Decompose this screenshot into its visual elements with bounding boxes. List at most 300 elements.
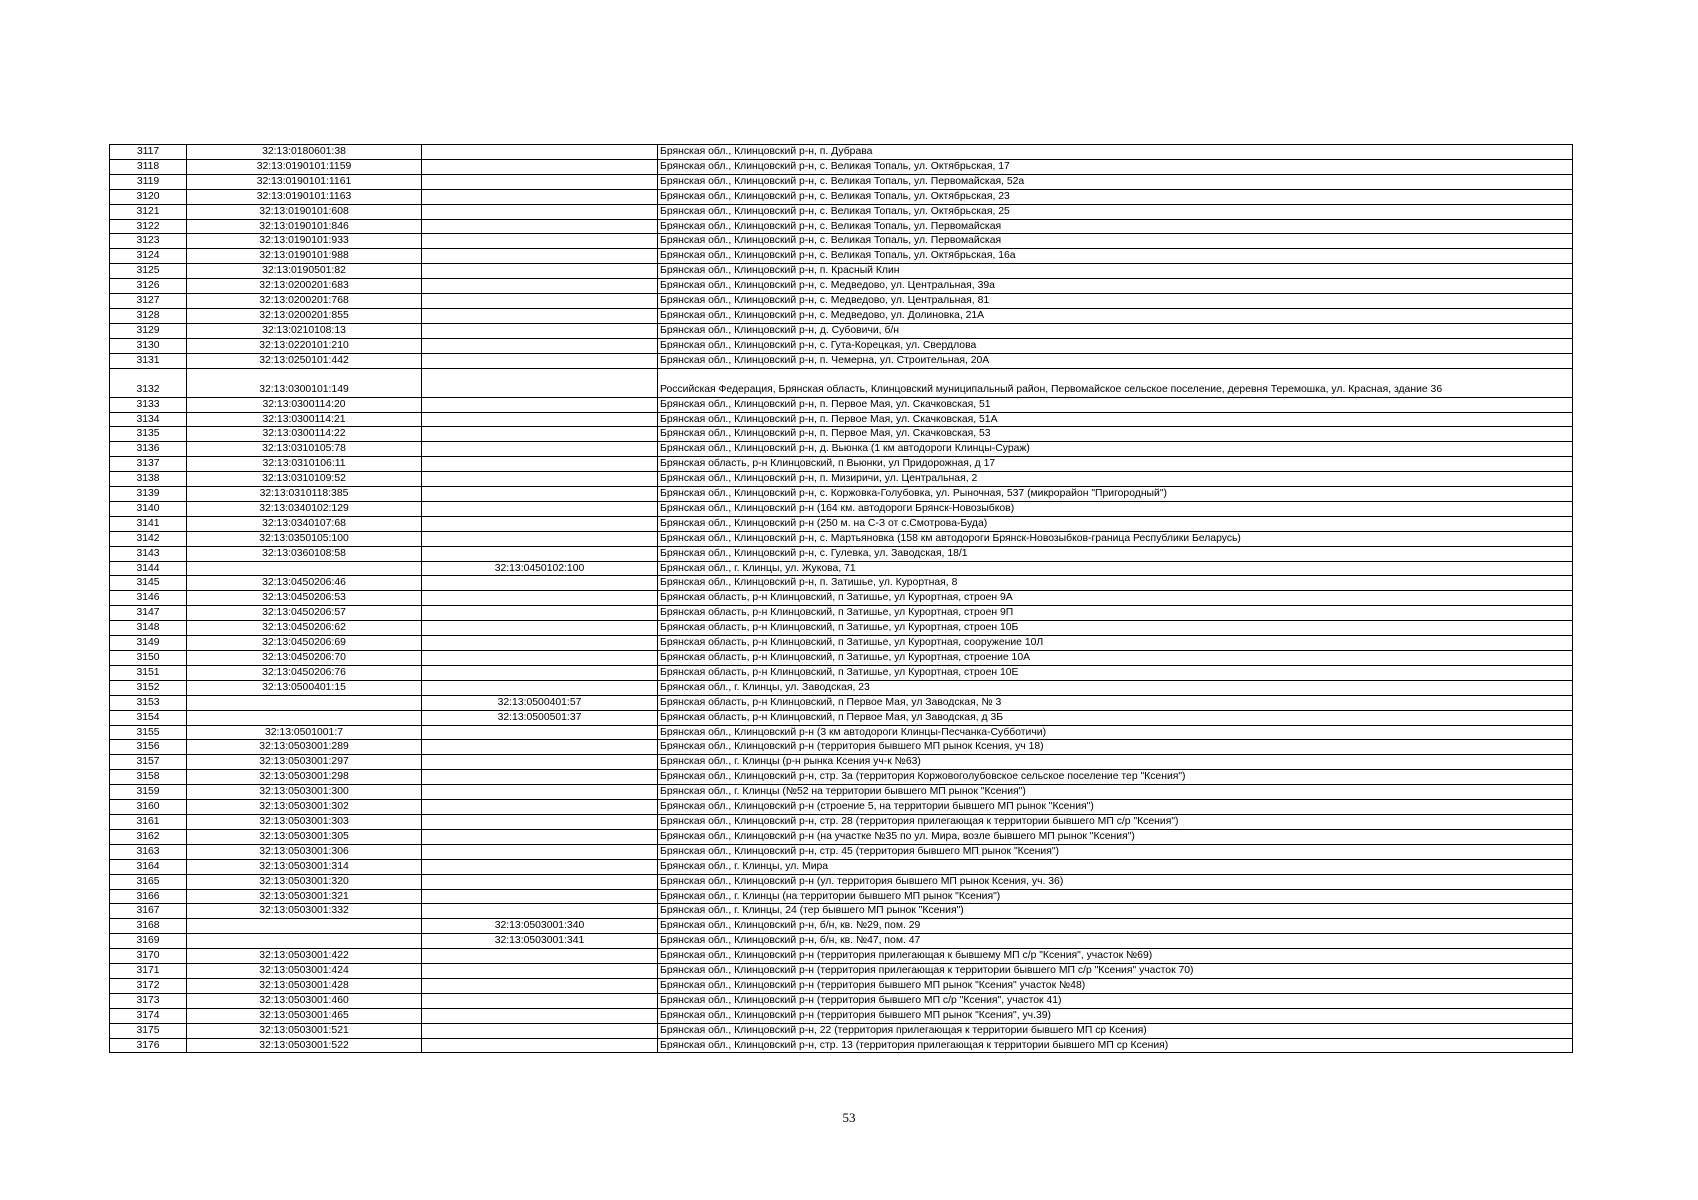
row-number-cell: 3143 — [110, 546, 187, 561]
related-cadastral-number-cell — [422, 740, 658, 755]
row-number-cell: 3176 — [110, 1038, 187, 1053]
related-cadastral-number-cell — [422, 889, 658, 904]
row-number-cell: 3137 — [110, 457, 187, 472]
row-number-cell: 3156 — [110, 740, 187, 755]
row-number-cell: 3175 — [110, 1023, 187, 1038]
address-cell: Брянская обл., Клинцовский р-н, с. Медведово, ул. Центральная, 39а — [658, 279, 1573, 294]
related-cadastral-number-cell — [422, 501, 658, 516]
row-number-cell: 3119 — [110, 174, 187, 189]
address-cell: Брянская обл., Клинцовский р-н, стр. 3а (территория Коржовоголубовское сельское поселение тер "Ксения") — [658, 770, 1573, 785]
table-row — [110, 159, 1573, 174]
related-cadastral-number-cell — [422, 755, 658, 770]
row-number-cell: 3125 — [110, 264, 187, 279]
cadastral-number-cell: 32:13:0200201:683 — [187, 279, 422, 294]
row-number-cell: 3128 — [110, 308, 187, 323]
table-row — [110, 353, 1573, 368]
table-row — [110, 636, 1573, 651]
row-number-cell: 3140 — [110, 501, 187, 516]
cadastral-number-cell: 32:13:0300114:21 — [187, 412, 422, 427]
address-cell: Брянская обл., Клинцовский р-н, д. Субовичи, б/н — [658, 323, 1573, 338]
address-cell: Брянская обл., Клинцовский р-н (на участке №35 по ул. Мира, возле бывшего МП рынок "Ксения") — [658, 829, 1573, 844]
table-row — [110, 829, 1573, 844]
cadastral-number-cell: 32:13:0450206:62 — [187, 621, 422, 636]
related-cadastral-number-cell: 32:13:0450102:100 — [422, 561, 658, 576]
cadastral-number-cell: 32:13:0300114:22 — [187, 427, 422, 442]
table-row — [110, 844, 1573, 859]
address-cell: Брянская обл., Клинцовский р-н, стр. 45 (территория бывшего МП рынок "Ксения") — [658, 844, 1573, 859]
address-cell: Брянская обл., Клинцовский р-н, с. Великая Топаль, ул. Первомайская — [658, 234, 1573, 249]
row-number-cell: 3152 — [110, 680, 187, 695]
related-cadastral-number-cell — [422, 606, 658, 621]
address-cell: Брянская область, р-н Клинцовский, п Затишье, ул Курортная, строен 10Б — [658, 621, 1573, 636]
address-cell: Брянская обл., г. Клинцы (№52 на территории бывшего МП рынок "Ксения") — [658, 785, 1573, 800]
table-row — [110, 1023, 1573, 1038]
table-row — [110, 501, 1573, 516]
related-cadastral-number-cell — [422, 338, 658, 353]
address-cell: Брянская обл., Клинцовский р-н (территория бывшего МП с/р "Ксения", участок 41) — [658, 993, 1573, 1008]
row-number-cell: 3173 — [110, 993, 187, 1008]
cadastral-number-cell: 32:13:0503001:422 — [187, 949, 422, 964]
row-number-cell: 3144 — [110, 561, 187, 576]
row-number-cell: 3159 — [110, 785, 187, 800]
row-number-cell: 3154 — [110, 710, 187, 725]
row-number-cell: 3136 — [110, 442, 187, 457]
cadastral-number-cell: 32:13:0503001:300 — [187, 785, 422, 800]
cadastral-number-cell: 32:13:0340107:68 — [187, 516, 422, 531]
row-number-cell: 3132 — [110, 368, 187, 397]
address-cell: Брянская обл., Клинцовский р-н (164 км. автодороги Брянск-Новозыбков) — [658, 501, 1573, 516]
cadastral-number-cell: 32:13:0503001:297 — [187, 755, 422, 770]
row-number-cell: 3138 — [110, 472, 187, 487]
cadastral-number-cell: 32:13:0503001:424 — [187, 964, 422, 979]
table-row — [110, 770, 1573, 785]
cadastral-number-cell: 32:13:0200201:768 — [187, 294, 422, 309]
related-cadastral-number-cell — [422, 264, 658, 279]
address-cell: Брянская обл., Клинцовский р-н, п. Чемерна, ул. Строительная, 20А — [658, 353, 1573, 368]
address-cell: Брянская обл., Клинцовский р-н, п. Дубрава — [658, 145, 1573, 160]
cadastral-number-cell: 32:13:0190101:846 — [187, 219, 422, 234]
table-row — [110, 204, 1573, 219]
row-number-cell: 3122 — [110, 219, 187, 234]
related-cadastral-number-cell — [422, 159, 658, 174]
address-cell: Брянская область, р-н Клинцовский, п Затишье, ул Курортная, строение 10А — [658, 651, 1573, 666]
cadastral-number-cell — [187, 561, 422, 576]
related-cadastral-number-cell — [422, 680, 658, 695]
address-cell: Брянская обл., Клинцовский р-н, с. Великая Топаль, ул. Первомайская — [658, 219, 1573, 234]
row-number-cell: 3130 — [110, 338, 187, 353]
table-row — [110, 651, 1573, 666]
related-cadastral-number-cell — [422, 904, 658, 919]
cadastral-number-cell: 32:13:0503001:522 — [187, 1038, 422, 1053]
related-cadastral-number-cell — [422, 145, 658, 160]
related-cadastral-number-cell — [422, 993, 658, 1008]
address-cell: Брянская обл., г. Клинцы (на территории бывшего МП рынок "Ксения") — [658, 889, 1573, 904]
related-cadastral-number-cell — [422, 591, 658, 606]
related-cadastral-number-cell — [422, 546, 658, 561]
address-cell: Брянская обл., Клинцовский р-н, с. Великая Топаль, ул. Октябрьская, 16а — [658, 249, 1573, 264]
cadastral-number-cell: 32:13:0503001:303 — [187, 814, 422, 829]
related-cadastral-number-cell — [422, 442, 658, 457]
related-cadastral-number-cell — [422, 487, 658, 502]
cadastral-number-cell: 32:13:0360108:58 — [187, 546, 422, 561]
table-row — [110, 546, 1573, 561]
table-row — [110, 189, 1573, 204]
table-row — [110, 249, 1573, 264]
related-cadastral-number-cell — [422, 844, 658, 859]
row-number-cell: 3123 — [110, 234, 187, 249]
address-cell: Брянская обл., Клинцовский р-н (территория бывшего МП рынок "Ксения", уч.39) — [658, 1008, 1573, 1023]
cadastral-number-cell: 32:13:0310118:385 — [187, 487, 422, 502]
related-cadastral-number-cell — [422, 874, 658, 889]
related-cadastral-number-cell — [422, 457, 658, 472]
row-number-cell: 3164 — [110, 859, 187, 874]
address-cell: Брянская обл., Клинцовский р-н, стр. 13 (территория прилегающая к территории бывшего МП ср Ксения) — [658, 1038, 1573, 1053]
cadastral-number-cell: 32:13:0180601:38 — [187, 145, 422, 160]
cadastral-number-cell: 32:13:0503001:428 — [187, 978, 422, 993]
cadastral-number-cell — [187, 919, 422, 934]
cadastral-number-cell: 32:13:0190101:1161 — [187, 174, 422, 189]
related-cadastral-number-cell — [422, 785, 658, 800]
address-cell: Брянская обл., Клинцовский р-н (250 м. на С-З от с.Смотрова-Буда) — [658, 516, 1573, 531]
table-row — [110, 264, 1573, 279]
table-row — [110, 412, 1573, 427]
table-row — [110, 934, 1573, 949]
cadastral-number-cell: 32:13:0503001:521 — [187, 1023, 422, 1038]
cadastral-number-cell: 32:13:0450206:53 — [187, 591, 422, 606]
address-cell: Брянская обл., Клинцовский р-н (строение 5, на территории бывшего МП рынок "Ксения") — [658, 800, 1573, 815]
related-cadastral-number-cell — [422, 770, 658, 785]
row-number-cell: 3149 — [110, 636, 187, 651]
table-row — [110, 279, 1573, 294]
related-cadastral-number-cell — [422, 397, 658, 412]
related-cadastral-number-cell — [422, 1008, 658, 1023]
cadastral-number-cell: 32:13:0503001:332 — [187, 904, 422, 919]
related-cadastral-number-cell — [422, 368, 658, 397]
address-cell: Брянская обл., Клинцовский р-н, с. Медведово, ул. Долиновка, 21А — [658, 308, 1573, 323]
related-cadastral-number-cell — [422, 636, 658, 651]
address-cell: Брянская обл., Клинцовский р-н, п. Красный Клин — [658, 264, 1573, 279]
row-number-cell: 3121 — [110, 204, 187, 219]
address-cell: Брянская обл., Клинцовский р-н, п. Первое Мая, ул. Скачковская, 51А — [658, 412, 1573, 427]
cadastral-number-cell: 32:13:0300101:149 — [187, 368, 422, 397]
row-number-cell: 3120 — [110, 189, 187, 204]
table-row — [110, 993, 1573, 1008]
row-number-cell: 3118 — [110, 159, 187, 174]
cadastral-number-cell: 32:13:0450206:46 — [187, 576, 422, 591]
row-number-cell: 3135 — [110, 427, 187, 442]
table-row — [110, 427, 1573, 442]
table-row — [110, 1038, 1573, 1053]
related-cadastral-number-cell — [422, 814, 658, 829]
related-cadastral-number-cell — [422, 964, 658, 979]
address-cell: Брянская обл., Клинцовский р-н, п. Мизиричи, ул. Центральная, 2 — [658, 472, 1573, 487]
related-cadastral-number-cell — [422, 204, 658, 219]
related-cadastral-number-cell — [422, 174, 658, 189]
related-cadastral-number-cell — [422, 234, 658, 249]
row-number-cell: 3166 — [110, 889, 187, 904]
related-cadastral-number-cell — [422, 665, 658, 680]
related-cadastral-number-cell: 32:13:0503001:341 — [422, 934, 658, 949]
cadastral-number-cell: 32:13:0503001:305 — [187, 829, 422, 844]
cadastral-number-cell: 32:13:0190101:933 — [187, 234, 422, 249]
address-cell: Брянская обл., Клинцовский р-н (ул. территория бывшего МП рынок Ксения, уч. 36) — [658, 874, 1573, 889]
address-cell: Брянская область, р-н Клинцовский, п Первое Мая, ул Заводская, д 3Б — [658, 710, 1573, 725]
row-number-cell: 3124 — [110, 249, 187, 264]
cadastral-number-cell: 32:13:0501001:7 — [187, 725, 422, 740]
cadastral-number-cell: 32:13:0190101:1159 — [187, 159, 422, 174]
row-number-cell: 3142 — [110, 531, 187, 546]
cadastral-number-cell: 32:13:0210108:13 — [187, 323, 422, 338]
related-cadastral-number-cell — [422, 472, 658, 487]
address-cell: Брянская обл., г. Клинцы, ул. Заводская, 23 — [658, 680, 1573, 695]
related-cadastral-number-cell — [422, 576, 658, 591]
cadastral-number-cell: 32:13:0500401:15 — [187, 680, 422, 695]
table-row — [110, 949, 1573, 964]
table-row — [110, 889, 1573, 904]
cadastral-number-cell: 32:13:0220101:210 — [187, 338, 422, 353]
table-row — [110, 695, 1573, 710]
related-cadastral-number-cell — [422, 427, 658, 442]
related-cadastral-number-cell — [422, 725, 658, 740]
row-number-cell: 3134 — [110, 412, 187, 427]
cadastral-number-cell: 32:13:0503001:298 — [187, 770, 422, 785]
address-cell: Брянская обл., Клинцовский р-н (территория бывшего МП рынок Ксения, уч 18) — [658, 740, 1573, 755]
table-row — [110, 516, 1573, 531]
table-row — [110, 859, 1573, 874]
table-row — [110, 487, 1573, 502]
table-row — [110, 308, 1573, 323]
row-number-cell: 3147 — [110, 606, 187, 621]
address-cell: Брянская обл., Клинцовский р-н, с. Мартьяновка (158 км автодороги Брянск-Новозыбков-граница Республики Беларусь) — [658, 531, 1573, 546]
table-row — [110, 323, 1573, 338]
address-cell: Брянская обл., Клинцовский р-н (территория бывшего МП рынок "Ксения" участок №48) — [658, 978, 1573, 993]
address-cell: Брянская обл., Клинцовский р-н, с. Гута-Корецкая, ул. Свердлова — [658, 338, 1573, 353]
row-number-cell: 3131 — [110, 353, 187, 368]
table-row — [110, 576, 1573, 591]
related-cadastral-number-cell — [422, 249, 658, 264]
address-cell: Брянская обл., Клинцовский р-н, с. Великая Топаль, ул. Октябрьская, 25 — [658, 204, 1573, 219]
row-number-cell: 3150 — [110, 651, 187, 666]
cadastral-number-cell: 32:13:0450206:70 — [187, 651, 422, 666]
address-cell: Брянская обл., Клинцовский р-н (территория прилегающая к бывшему МП с/р "Ксения", участок №69) — [658, 949, 1573, 964]
table-row — [110, 919, 1573, 934]
table-row — [110, 680, 1573, 695]
table-row — [110, 978, 1573, 993]
table-row — [110, 606, 1573, 621]
page-number: 53 — [842, 1110, 856, 1125]
address-cell: Брянская область, р-н Клинцовский, п Затишье, ул Курортная, строен 9П — [658, 606, 1573, 621]
row-number-cell: 3165 — [110, 874, 187, 889]
related-cadastral-number-cell: 32:13:0500401:57 — [422, 695, 658, 710]
table-row — [110, 814, 1573, 829]
table-row — [110, 472, 1573, 487]
related-cadastral-number-cell — [422, 279, 658, 294]
related-cadastral-number-cell — [422, 1023, 658, 1038]
related-cadastral-number-cell — [422, 859, 658, 874]
address-cell: Брянская обл., Клинцовский р-н, п. Первое Мая, ул. Скачковская, 51 — [658, 397, 1573, 412]
cadastral-number-cell: 32:13:0190501:82 — [187, 264, 422, 279]
cadastral-number-cell: 32:13:0340102:129 — [187, 501, 422, 516]
related-cadastral-number-cell — [422, 800, 658, 815]
related-cadastral-number-cell: 32:13:0503001:340 — [422, 919, 658, 934]
address-cell: Брянская обл., Клинцовский р-н (3 км автодороги Клинцы-Песчанка-Субботичи) — [658, 725, 1573, 740]
table-row — [110, 874, 1573, 889]
row-number-cell: 3172 — [110, 978, 187, 993]
related-cadastral-number-cell: 32:13:0500501:37 — [422, 710, 658, 725]
table-row — [110, 368, 1573, 397]
table-row — [110, 338, 1573, 353]
table-row — [110, 145, 1573, 160]
table-row — [110, 785, 1573, 800]
row-number-cell: 3169 — [110, 934, 187, 949]
related-cadastral-number-cell — [422, 219, 658, 234]
table-row — [110, 591, 1573, 606]
cadastral-number-cell: 32:13:0503001:465 — [187, 1008, 422, 1023]
row-number-cell: 3129 — [110, 323, 187, 338]
table-row — [110, 442, 1573, 457]
cadastral-number-cell: 32:13:0190101:988 — [187, 249, 422, 264]
row-number-cell: 3139 — [110, 487, 187, 502]
row-number-cell: 3148 — [110, 621, 187, 636]
table-row — [110, 561, 1573, 576]
table-row — [110, 725, 1573, 740]
cadastral-number-cell — [187, 710, 422, 725]
property-table — [109, 144, 1573, 1053]
related-cadastral-number-cell — [422, 308, 658, 323]
address-cell: Брянская область, р-н Клинцовский, п Первое Мая, ул Заводская, № 3 — [658, 695, 1573, 710]
related-cadastral-number-cell — [422, 516, 658, 531]
cadastral-number-cell: 32:13:0503001:306 — [187, 844, 422, 859]
cadastral-number-cell — [187, 695, 422, 710]
cadastral-number-cell: 32:13:0300114:20 — [187, 397, 422, 412]
row-number-cell: 3161 — [110, 814, 187, 829]
table-row — [110, 800, 1573, 815]
cadastral-number-cell: 32:13:0503001:314 — [187, 859, 422, 874]
address-cell: Брянская обл., Клинцовский р-н, с. Гулевка, ул. Заводская, 18/1 — [658, 546, 1573, 561]
row-number-cell: 3126 — [110, 279, 187, 294]
address-cell: Брянская обл., Клинцовский р-н, б/н, кв. №29, пом. 29 — [658, 919, 1573, 934]
table-row — [110, 755, 1573, 770]
address-cell: Брянская обл., Клинцовский р-н, с. Медведово, ул. Центральная, 81 — [658, 294, 1573, 309]
address-cell: Брянская обл., г. Клинцы, ул. Жукова, 71 — [658, 561, 1573, 576]
related-cadastral-number-cell — [422, 353, 658, 368]
related-cadastral-number-cell — [422, 651, 658, 666]
cadastral-number-cell: 32:13:0503001:321 — [187, 889, 422, 904]
address-cell: Брянская обл., г. Клинцы (р-н рынка Ксения уч-к №63) — [658, 755, 1573, 770]
row-number-cell: 3157 — [110, 755, 187, 770]
address-cell: Брянская обл., г. Клинцы, ул. Мира — [658, 859, 1573, 874]
address-cell: Брянская обл., Клинцовский р-н, с. Великая Топаль, ул. Октябрьская, 23 — [658, 189, 1573, 204]
row-number-cell: 3141 — [110, 516, 187, 531]
table-row — [110, 457, 1573, 472]
table-row — [110, 294, 1573, 309]
row-number-cell: 3167 — [110, 904, 187, 919]
related-cadastral-number-cell — [422, 949, 658, 964]
table-row — [110, 964, 1573, 979]
related-cadastral-number-cell — [422, 621, 658, 636]
related-cadastral-number-cell — [422, 294, 658, 309]
address-cell: Брянская обл., Клинцовский р-н, с. Великая Топаль, ул. Октябрьская, 17 — [658, 159, 1573, 174]
table-row — [110, 740, 1573, 755]
cadastral-number-cell: 32:13:0200201:855 — [187, 308, 422, 323]
cadastral-number-cell: 32:13:0450206:57 — [187, 606, 422, 621]
related-cadastral-number-cell — [422, 829, 658, 844]
table-row — [110, 234, 1573, 249]
cadastral-number-cell: 32:13:0190101:1163 — [187, 189, 422, 204]
address-cell: Брянская область, р-н Клинцовский, п Затишье, ул Курортная, строен 9А — [658, 591, 1573, 606]
address-cell: Брянская обл., Клинцовский р-н, б/н, кв. №47, пом. 47 — [658, 934, 1573, 949]
table-row — [110, 621, 1573, 636]
table-row — [110, 665, 1573, 680]
table-row — [110, 1008, 1573, 1023]
row-number-cell: 3146 — [110, 591, 187, 606]
row-number-cell: 3127 — [110, 294, 187, 309]
cadastral-number-cell: 32:13:0503001:289 — [187, 740, 422, 755]
row-number-cell: 3162 — [110, 829, 187, 844]
address-cell: Брянская область, р-н Клинцовский, п Затишье, ул Курортная, строен 10Е — [658, 665, 1573, 680]
table-row — [110, 219, 1573, 234]
address-cell: Брянская обл., Клинцовский р-н, п. Первое Мая, ул. Скачковская, 53 — [658, 427, 1573, 442]
row-number-cell: 3133 — [110, 397, 187, 412]
row-number-cell: 3168 — [110, 919, 187, 934]
row-number-cell: 3158 — [110, 770, 187, 785]
address-cell: Российская Федерация, Брянская область, Клинцовский муниципальный район, Первомайское сельское поселение, деревня Теремошка, ул. Красная, здание 36 — [658, 368, 1573, 397]
row-number-cell: 3170 — [110, 949, 187, 964]
related-cadastral-number-cell — [422, 323, 658, 338]
related-cadastral-number-cell — [422, 531, 658, 546]
table-row — [110, 531, 1573, 546]
related-cadastral-number-cell — [422, 412, 658, 427]
address-cell: Брянская обл., Клинцовский р-н, с. Великая Топаль, ул. Первомайская, 52а — [658, 174, 1573, 189]
row-number-cell: 3117 — [110, 145, 187, 160]
row-number-cell: 3153 — [110, 695, 187, 710]
cadastral-number-cell: 32:13:0503001:460 — [187, 993, 422, 1008]
address-cell: Брянская обл., Клинцовский р-н, с. Коржовка-Голубовка, ул. Рыночная, 537 (микрорайон "Пригородный") — [658, 487, 1573, 502]
cadastral-number-cell: 32:13:0450206:69 — [187, 636, 422, 651]
cadastral-number-cell: 32:13:0310109:52 — [187, 472, 422, 487]
address-cell: Брянская обл., г. Клинцы, 24 (тер бывшего МП рынок "Ксения") — [658, 904, 1573, 919]
table-body — [110, 145, 1573, 1053]
cadastral-number-cell: 32:13:0250101:442 — [187, 353, 422, 368]
row-number-cell: 3171 — [110, 964, 187, 979]
cadastral-number-cell: 32:13:0350105:100 — [187, 531, 422, 546]
address-cell: Брянская обл., Клинцовский р-н, д. Вьюнка (1 км автодороги Клинцы-Сураж) — [658, 442, 1573, 457]
row-number-cell: 3174 — [110, 1008, 187, 1023]
related-cadastral-number-cell — [422, 978, 658, 993]
related-cadastral-number-cell — [422, 1038, 658, 1053]
table-row — [110, 174, 1573, 189]
address-cell: Брянская область, р-н Клинцовский, п Затишье, ул Курортная, сооружение 10Л — [658, 636, 1573, 651]
cadastral-number-cell: 32:13:0310106:11 — [187, 457, 422, 472]
row-number-cell: 3163 — [110, 844, 187, 859]
cadastral-number-cell: 32:13:0503001:302 — [187, 800, 422, 815]
row-number-cell: 3145 — [110, 576, 187, 591]
property-register-sheet — [109, 144, 1572, 1053]
row-number-cell: 3151 — [110, 665, 187, 680]
row-number-cell: 3155 — [110, 725, 187, 740]
table-row — [110, 904, 1573, 919]
table-row — [110, 710, 1573, 725]
cadastral-number-cell: 32:13:0190101:608 — [187, 204, 422, 219]
cadastral-number-cell — [187, 934, 422, 949]
cadastral-number-cell: 32:13:0450206:76 — [187, 665, 422, 680]
related-cadastral-number-cell — [422, 189, 658, 204]
row-number-cell: 3160 — [110, 800, 187, 815]
address-cell: Брянская обл., Клинцовский р-н, 22 (территория прилегающая к территории бывшего МП ср Ксения) — [658, 1023, 1573, 1038]
address-cell: Брянская обл., Клинцовский р-н (территория прилегающая к территории бывшего МП с/р "Ксения" участок 70) — [658, 964, 1573, 979]
address-cell: Брянская обл., Клинцовский р-н, п. Затишье, ул. Курортная, 8 — [658, 576, 1573, 591]
address-cell: Брянская область, р-н Клинцовский, п Вьюнки, ул Придорожная, д 17 — [658, 457, 1573, 472]
